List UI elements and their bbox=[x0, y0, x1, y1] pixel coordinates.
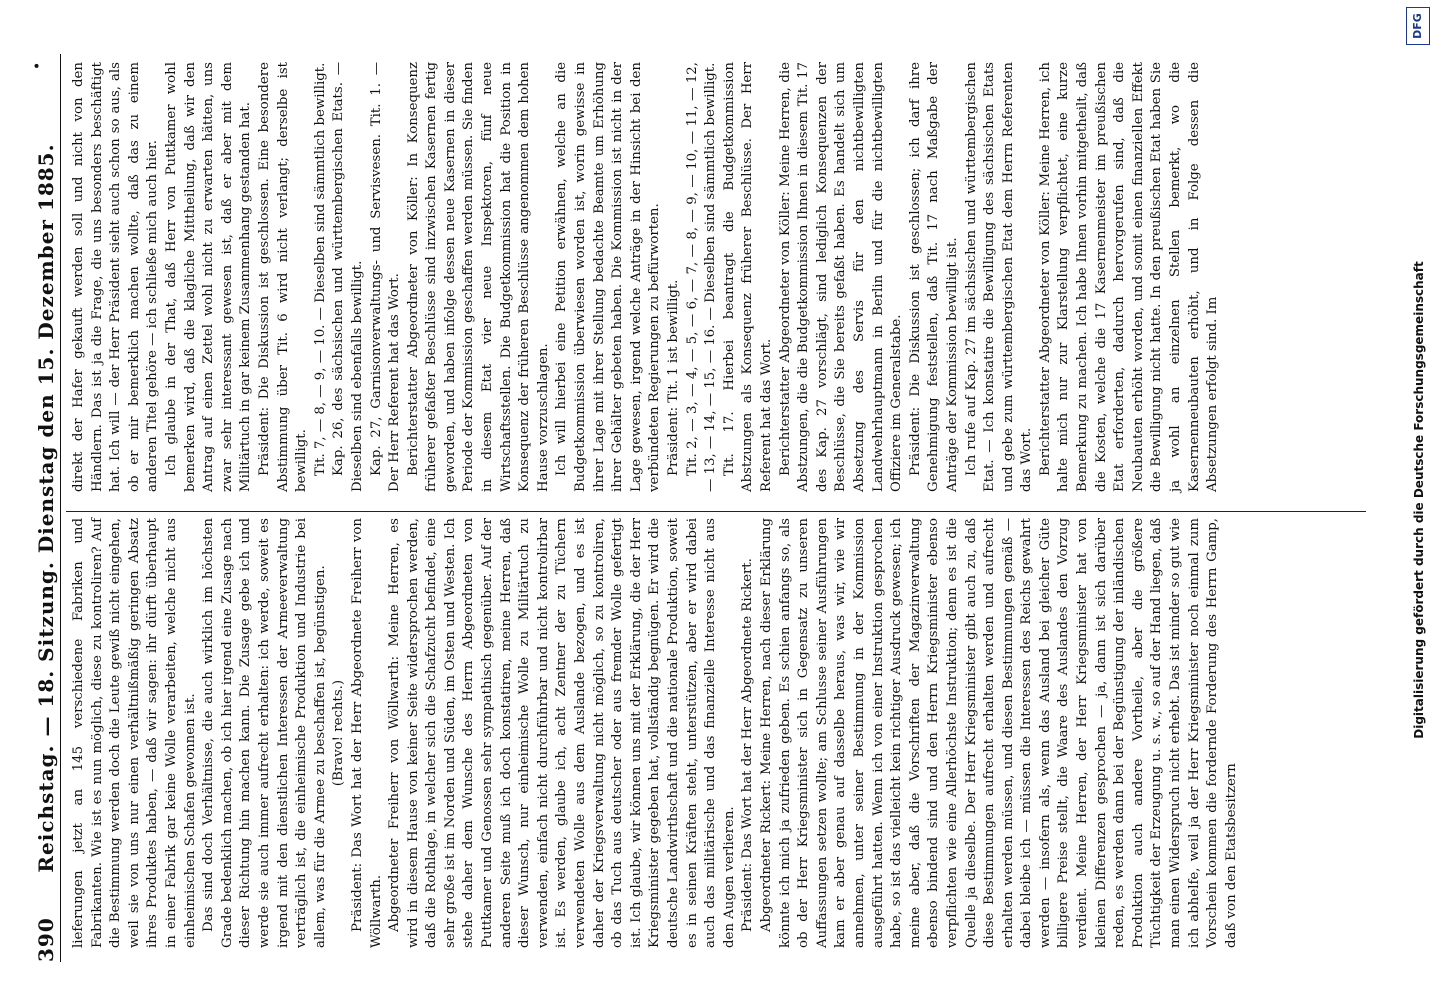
paragraph: Ich rufe auf Kap. 27 im sächsischen und württembergischen Etat. — Ich konstatire die Bewilligung des sächsischen Etats und gebe zum württembergischen Etat dem Herrn Referenten das Wort. bbox=[963, 62, 1035, 492]
digitization-notice: Digitalisierung gefördert durch die Deutsche Forschungsgemeinschaft bbox=[1412, 261, 1426, 739]
paragraph: Präsident: Die Diskussion ist geschlossen. Eine besondere Abstimmung über Tit. 6 wird nicht verlangt; derselbe ist bewilligt. bbox=[256, 62, 310, 492]
margin-mark: • bbox=[30, 61, 46, 70]
paragraph: Präsident: Die Diskussion ist geschlossen; ich darf ihre Genehmigung feststellen, daß Tit. 17 nach Maßgabe der Anträge der Kommission bewilligt ist. bbox=[907, 62, 960, 492]
paragraph: Berichterstatter Abgeordneter von Köller: In Konsequenz früherer gefaßter Beschlüsse sind inzwischen Kasernen fertig geworden, und haben infolge dessen neue Kasernen in dieser Periode der Kommission geschaffen werden müssen. Sie finden in diesem Etat vier neue Inspektoren, fünf neue Wirtschaftsstellen. Die Budgetkommission hat die Position in Konsequenz der früheren Beschlüsse angenommen dem hohen Hause vorzuschlagen. bbox=[405, 62, 551, 492]
paragraph: Das sind doch Verhältnisse, die auch wirklich im höchsten Grade bedenklich machen, ob ich hier irgend eine Zusage nach dieser Richtung hin machen kann. Die Zusage gebe ich und werde sie auch immer aufrecht erhalten: ich werde, soweit es irgend mit den dienstlichen Interessen der Armeeverwaltung verträglich ist, die einheimische Produktion und Industrie bei allem, was für die Armee zu beschaffen ist, begünstigen. bbox=[201, 518, 328, 948]
paragraph: Ich glaube in der That, daß Herr von Puttkamer wohl bemerken wird, daß die klagliche Mittheilung, daß wir den Antrag auf einen Zettel wohl nicht zu erwarten hätten, uns zwar sehr interessant gewesen ist, daß er aber mit dem Militärtuch in gar keinem Zusammenhang gestanden hat. bbox=[163, 62, 254, 492]
text-column-left bbox=[70, 518, 1241, 948]
paragraph: Präsident: Das Wort hat der Herr Abgeordnete Freiherr von Wöllwarth. bbox=[349, 518, 384, 948]
paragraph: Präsident: Das Wort hat der Herr Abgeordnete Rickert. bbox=[740, 558, 756, 932]
text-column-right bbox=[70, 62, 1223, 492]
paragraph: Abgeordneter Freiherr von Wöllwarth: Meine Herren, es wird in diesem Hause von keiner Seite widersprochen werden, daß die Rothlage, in welcher sich die Schafzucht befindet, eine sehr große ist im Norden und Süden, im Osten und Westen. Ich stehe daher dem Wunsche des Herrn Abgeordneten von Puttkamer und Genossen sehr sympathisch gegenüber. Auf der anderen Seite muß ich doch konstatiren, meine Herren, daß dieser Wunsch, nur einheimische Wolle zu Militärtuch zu verwenden, einfach nicht durchführbar und nicht kontrolirbar ist. Es werden, glaube ich, acht Zentner der zu Tüchern verwendeten Wolle aus dem Auslande bezogen, und es ist daher der Kriegsverwaltung nicht möglich, so zu kontroliren, ob das Tuch aus deutscher oder aus fremder Wolle gefertigt ist. Ich glaube, wir können uns mit der Erklärung, die der Herr Kriegsminister gegeben hat, vollständig begnügen. Er wird die deutsche Landwirthschaft und die nationale Produktion, soweit es in seinen Kräften steht, unterstützen, aber er wird dabei auch das militärische und das finanzielle Interesse nicht aus den Augen verlieren. bbox=[387, 518, 737, 948]
column-rule bbox=[66, 511, 1366, 512]
paragraph: Berichterstatter Abgeordneter von Köller: Meine Herren, die Abstzungen, die die Budgetkommission Ihnen in diesem Tit. 17 des Kap. 27 vorschlägt, sind lediglich Konsequenzen der Beschlüsse, die Sie bereits gefaßt haben. Es handelt sich um Absetzung des Servis für den nichtbewilligten Landwehrhauptmann in Berlin und für die nichtbewilligten Offiziere im Generalstabe. bbox=[777, 62, 905, 492]
paragraph: Ich will hierbei eine Petition erwähnen, welche an die Budgetkommission überwiesen worden ist, worin gewisse in ihrer Lage mit ihrer Stellung bedachte Beamte um Erhöhung ihrer Gehälter gebeten haben. Die Kommission ist nicht in der Lage gewesen, irgend welche Anträge in der Hinsicht bei den verbündeten Regierungen zu befürworten. bbox=[554, 62, 663, 492]
dfg-logo: DFG bbox=[1406, 7, 1430, 45]
interjection: (Bravo! rechts.) bbox=[331, 679, 347, 787]
running-header bbox=[34, 54, 61, 962]
page-number: 390 bbox=[34, 917, 58, 962]
paragraph: Tit. 17. Hierbei beantragt die Budgetkommission Abstzungen als Konsequenz früherer Beschlüsse. Der Herr Referent hat das Wort. bbox=[721, 62, 774, 492]
paragraph: Tit. 2, — 3, — 4, — 5, — 6, — 7, — 8, — 9, — 10, — 11, — 12, — 13, — 14, — 15, — 16. — Dieselben sind sämmtlich bewilligt. bbox=[684, 62, 719, 492]
paragraph: Berichterstatter Abgeordneter von Köller: Meine Herren, ich halte mich nur zur Klarstellung verpflichtet, eine kurze Bemerkung zu machen. Ich habe Ihnen vorhin mitgetheilt, daß die Kosten, welche die 17 Kasernenmeister im preußischen Etat erforderten, dadurch hervorgerufen sind, daß die Neubauten erhöht worden, und somit einen finanziellen Effekt die Bewilligung nicht hatte. In den preußischen Etat haben Sie ja wohl an einzelnen Stellen bemerkt, wo die Kasernenneubauten erhöht, und in Folge dessen die Absetzungen erfolgt sind. Im bbox=[1037, 62, 1221, 492]
paragraph: direkt der Hafer gekauft werden soll und nicht von den Händlern. Das ist ja die Frage, die uns besonders beschäftigt hat. Ich will — der Herr Präsident sieht auch schon so aus, als ob er mir bemerklich machen wollte, daß das zu einem anderen Titel gehöre — ich schließe mich auch hier. bbox=[71, 62, 161, 492]
paragraph: Kap. 26, des sächsischen und württembergischen Etats. — Dieselben sind ebenfalls bewilligt. bbox=[331, 62, 365, 492]
paragraph: Präsident: Tit. 1 ist bewilligt. bbox=[666, 279, 681, 476]
paragraph: Tit. 7, — 8, — 9, — 10. — Dieselben sind sämmtlich bewilligt. bbox=[312, 62, 328, 476]
paragraph: lieferungen jetzt an 145 verschiedene Fabriken und Fabrikanten. Wie ist es nun möglich, diese zu kontroliren? Auf die Bestimmung werden doch die Leute gewiß nicht eingehen, weil sie von uns nur einen verhältnißmäßig geringen Absatz ihres Produktes haben, — daß wir sagen: ihr dürft überhaupt in einer Fabrik gar keine Wolle verarbeiten, welche nicht aus einheimischen Schafen gewonnen ist. bbox=[71, 518, 198, 948]
paragraph: Abgeordneter Rickert: Meine Herren, nach dieser Erklärung könnte ich mich ja zufrieden geben. Es schien anfangs so, als ob der Herr Kriegsminister sich in Gegensatz zu unseren Auffassungen setzen wollte; am Schlusse seiner Ausführungen kam er aber genau auf dasselbe heraus, was wir, wie wir annehmen, unter seiner Bestimmung in der Kommission ausgeführt hatten. Wenn ich von einer Instruktion gesprochen habe, so ist das vielleicht kein richtiger Ausdruck gewesen; ich meine aber, daß die Vorschriften der Magazinverwaltung ebenso bindend sind und den Herrn Kriegsminister ebenso verpflichten wie eine Allerhöchste Instruktion; denn es ist die Quelle ja dieselbe. Der Herr Kriegsminister gibt auch zu, daß diese Bestimmungen aufrecht erhalten werden und aufrecht erhalten werden müssen, und diesen Bestimmungen gemäß — dabei bleibe ich — müssen die Interessen des Reichs gewahrt werden — insofern als, wenn das Ausland bei gleicher Güte billigere Preise stellt, die Waare des Auslandes den Vorzug verdient. Meine Herren, der Herr Kriegsminister hat von kleinen Differenzen gesprochen — ja, dann ist sich darüber reden, es werden dann bei der Begünstigung der inländischen Produktion auch andere Vortheile, aber die größere Tüchtigkeit der Erzeugung u. s. w., so auf der Hand liegen, daß man einen Widerspruch nicht erhebt. Das ist minder so gut wie ich abhelfe, weil ja der Herr Kriegsminister noch einmal zum Vorschein kommen die fordernde Forderung des Herrn Gamp, daß von den Etatsbesitzern bbox=[758, 518, 1239, 948]
paragraph: Kap. 27, Garnisonverwaltungs- und Servisvesen. Tit. 1. — Der Herr Referent hat das Wort. bbox=[368, 62, 403, 492]
header-title: Reichstag. — 18. Sitzung. Dienstag den 15. Dezember 1885. bbox=[34, 143, 58, 873]
